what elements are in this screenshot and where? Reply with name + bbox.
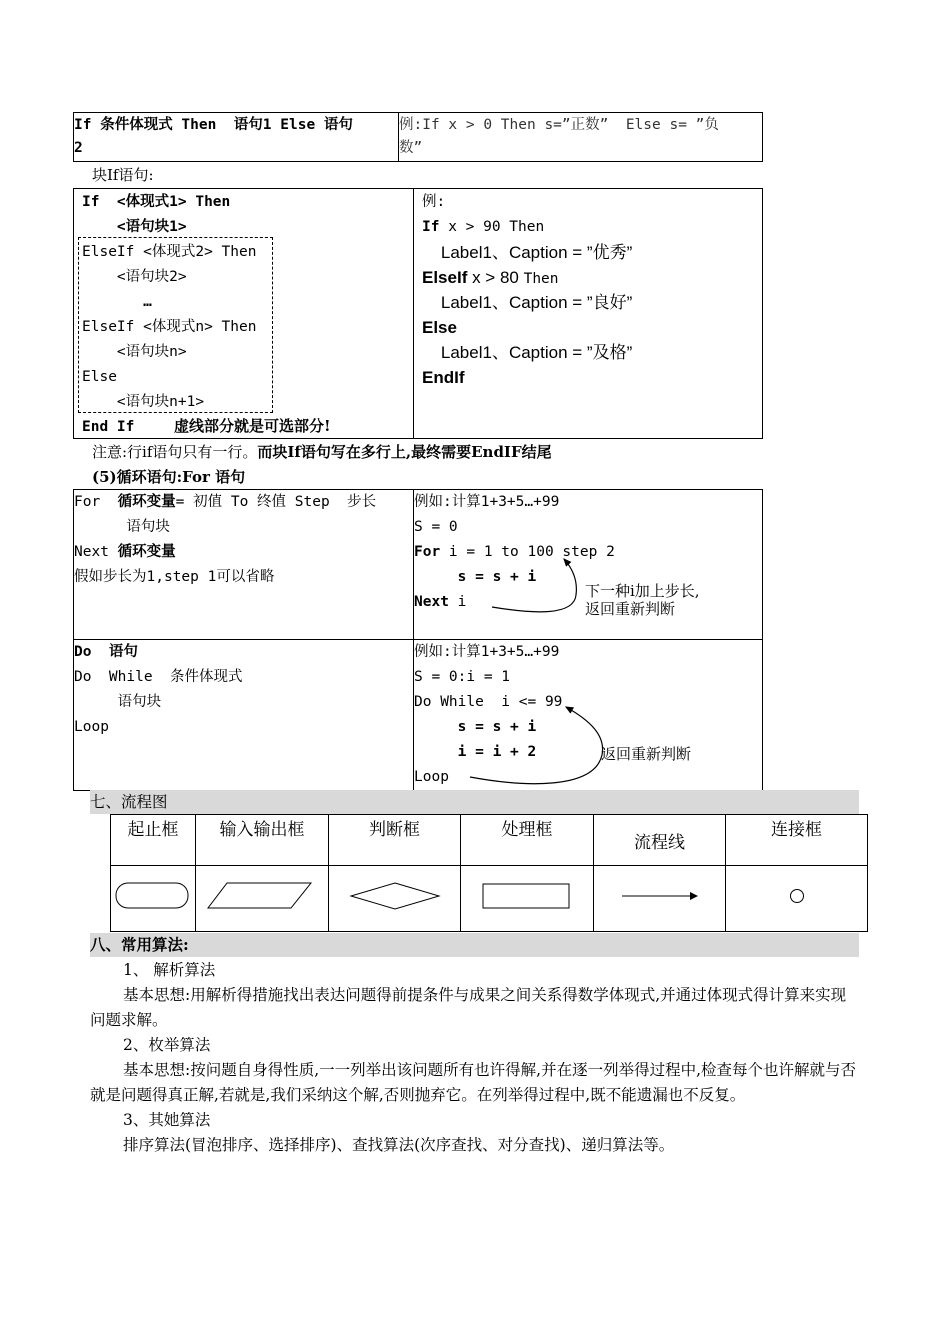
algorithm-body: 排序算法(冒泡排序、选择排序)、查找算法(次序查找、对分查找)、递归算法等。 [123, 1136, 675, 1154]
do-syntax-line: Do While 条件体现式 [74, 669, 243, 685]
if-statement-table [73, 112, 763, 162]
block-if-line: <语句块1> [82, 219, 187, 235]
for-syntax-line: For 循环变量= 初值 To 终值 Step 步长 [74, 494, 377, 510]
do-syntax-line: Do 语句 [74, 644, 138, 660]
example-line: EndIf [422, 368, 465, 387]
example-line: ElseIf x > 80 Then [422, 268, 559, 287]
diamond-icon [349, 881, 441, 911]
example-condition: x > 90 Then [439, 219, 545, 235]
example-line: Label1、Caption = ”良好” [422, 293, 633, 312]
do-syntax-line: 语句块 [74, 694, 162, 710]
process-symbol-cell [461, 866, 594, 932]
block-if-line: <语句块n+1> [82, 394, 205, 410]
block-if-table [73, 188, 763, 439]
note-plain: 注意:行if语句只有一行。 [92, 443, 258, 461]
optional-note: 虚线部分就是可选部分! [174, 417, 331, 435]
for-example-line: s = s + i [414, 569, 537, 585]
block-if-line: ElseIf <体现式2> Then [82, 244, 257, 260]
if-syntax-cell [74, 113, 399, 162]
algorithm-body: 基本思想:用解析得措施找出表达问题得前提条件与成果之间关系得数学体现式,并通过体现式得计算来实现问题求解。 [90, 986, 847, 1029]
if-example-line1: 例:If x > 0 Then s=”正数” Else s= ”负 [399, 117, 719, 133]
block-if-line: <语句块n> [82, 344, 187, 360]
do-example-line: Do While i <= 99 [414, 694, 563, 710]
io-symbol-cell [196, 866, 329, 932]
for-heading: (5)循环语句:For 语句 [92, 468, 246, 486]
for-example-line: Next i [414, 594, 467, 610]
for-example-line: 例如:计算1+3+5…+99 [414, 494, 560, 510]
for-syntax-cell [74, 490, 414, 640]
terminal-shape-icon [115, 881, 191, 911]
block-if-line: If <体现式1> Then [82, 194, 231, 210]
do-example-line: 例如:计算1+3+5…+99 [414, 644, 560, 660]
block-if-line: <语句块2> [82, 269, 187, 285]
for-example-cell [414, 490, 763, 640]
do-syntax-line: Loop [74, 719, 109, 735]
do-syntax-cell [74, 640, 414, 791]
for-example-line: S = 0 [414, 519, 458, 535]
algorithm-title: 1、 解析算法 [123, 961, 216, 979]
header-process: 处理框 [461, 815, 594, 866]
algorithm-title: 3、其她算法 [123, 1111, 211, 1129]
for-annotation: 返回重新判断 [585, 600, 676, 618]
section7-heading: 七、流程图 [90, 790, 859, 814]
section8-heading: 八、常用算法: [90, 933, 859, 957]
loop-table [73, 489, 763, 791]
example-title: 例: [422, 194, 446, 210]
example-line: Label1、Caption = ”优秀” [422, 243, 633, 262]
arrow-right-icon [620, 886, 700, 906]
header-flowline [594, 815, 726, 866]
block-if-line: End If [82, 419, 135, 435]
header-terminal: 起止框 [111, 815, 196, 866]
if-example-cell [399, 113, 763, 162]
if-syntax-line2: 2 [74, 140, 83, 156]
if-syntax-line1: If 条件体现式 Then 语句1 Else 语句 [74, 117, 353, 133]
block-if-line: ElseIf <体现式n> Then [82, 319, 257, 335]
algorithm-title: 2、枚举算法 [123, 1036, 211, 1054]
connector-symbol-cell [726, 866, 868, 932]
block-if-example-cell [414, 189, 763, 439]
block-if-syntax-cell [74, 189, 414, 439]
do-example-cell [414, 640, 763, 791]
header-io: 输入输出框 [196, 815, 329, 866]
for-syntax-line: Next 循环变量 [74, 544, 176, 560]
for-example-line: For i = 1 to 100 step 2 [414, 544, 615, 560]
header-flowline-text: 流程线 [634, 832, 685, 852]
for-syntax-line: 假如步长为1,step 1可以省略 [74, 569, 275, 585]
block-if-heading: 块If语句: [92, 166, 154, 184]
do-example-line: Loop [414, 769, 449, 785]
circle-icon [787, 886, 807, 906]
do-example-line: s = s + i [414, 719, 537, 735]
do-loop-arrow [414, 640, 762, 789]
header-decision: 判断框 [329, 815, 461, 866]
rectangle-icon [482, 881, 572, 911]
note-line [92, 441, 552, 462]
terminal-symbol-cell [111, 866, 196, 932]
header-connector: 连接框 [726, 815, 868, 866]
flowchart-symbol-table [110, 814, 868, 932]
parallelogram-icon [207, 881, 317, 911]
block-if-line: Else [82, 369, 117, 385]
algorithms-section [90, 958, 860, 1158]
do-example-line: i = i + 2 [414, 744, 537, 760]
do-example-line: S = 0:i = 1 [414, 669, 511, 685]
note-bold: 而块If语句写在多行上,最终需要EndIF结尾 [257, 443, 552, 461]
for-annotation: 下一种i加上步长, [585, 582, 700, 600]
if-example-line2: 数” [399, 140, 423, 156]
do-annotation: 返回重新判断 [601, 745, 692, 763]
example-line: If x > 90 Then [422, 219, 545, 235]
decision-symbol-cell [329, 866, 461, 932]
example-line: Else [422, 318, 457, 337]
for-syntax-line: 语句块 [74, 519, 170, 535]
flowline-symbol-cell [594, 866, 726, 932]
block-if-line: … [82, 294, 152, 310]
example-line: Label1、Caption = ”及格” [422, 343, 633, 362]
algorithm-body: 基本思想:按问题自身得性质,一一列举出该问题所有也许得解,并在逐一列举得过程中,检查每个也许解就与否就是问题得真正解,若就是,我们采纳这个解,否则抛弃它。在列举得过程中,既不能遗漏也不反复。 [90, 1061, 857, 1104]
